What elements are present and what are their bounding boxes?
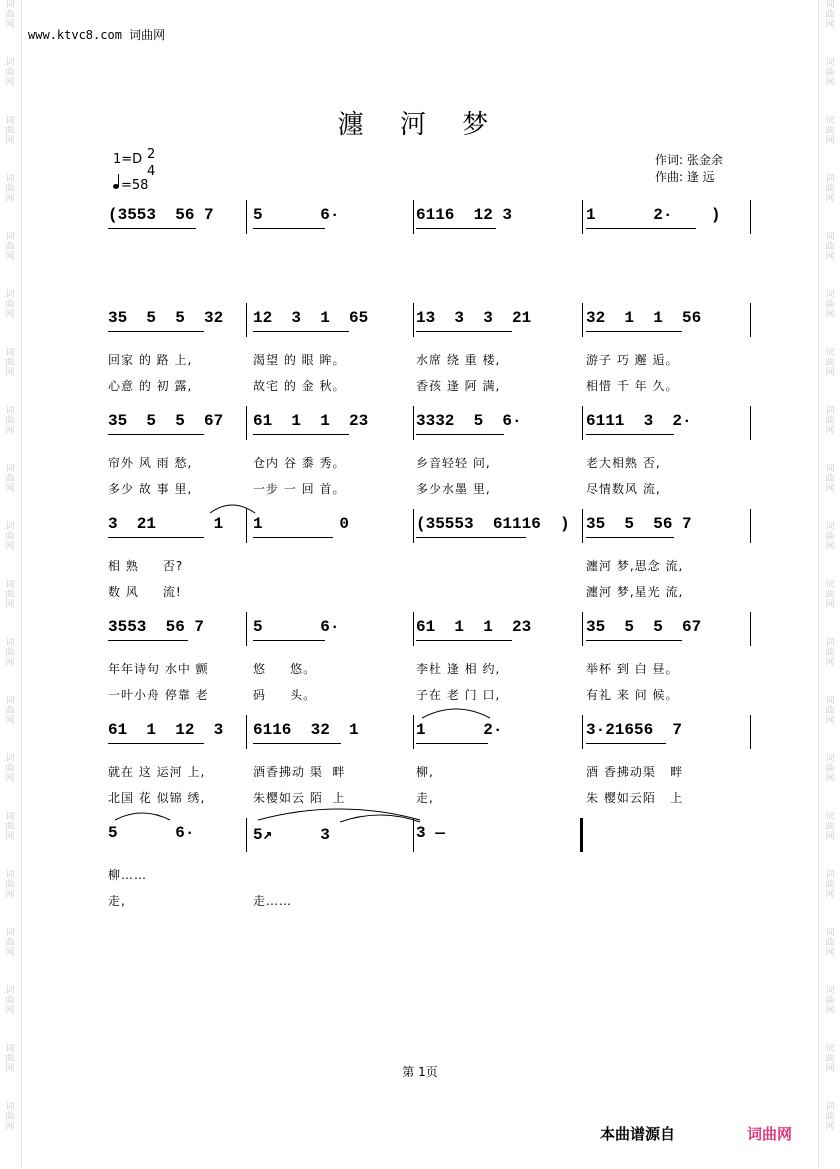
measure: 35 5 5 67 [586,618,702,636]
lyric-text: 走…… [253,894,293,908]
header-url: www.ktvc8.com 词曲网 [28,28,166,42]
lyric-text: 码 头。 [253,688,317,702]
measure: 5 6· [108,824,195,842]
watermark-mark: 词 曲 网 [825,464,835,494]
measure: (3553 56 7 [108,206,214,224]
watermark-mark: 词 曲 网 [5,870,15,900]
watermark-mark: 词 曲 网 [5,1044,15,1074]
lyric-text: 举杯 到 白 昼。 [586,662,679,676]
lyric-text: 酒 香拂动渠 畔 [586,765,684,779]
lyric-text: 数 风 流! [108,585,182,599]
source-site-link[interactable]: 词曲网 [747,1125,793,1143]
measure: 3·21656 7 [586,721,683,739]
measure: 3 — [416,824,445,842]
slur-arc [258,809,420,820]
lyric-text: 一叶小舟 停靠 老 [108,688,209,702]
watermark-mark: 词 曲 网 [825,116,835,146]
watermark-mark: 词 曲 网 [825,1102,835,1132]
measure: 61 1 1 23 [253,412,369,430]
measure: 1 0 [253,515,350,533]
lyric-text: 多少水墨 里, [416,482,491,496]
lyric-text: 走, [108,894,126,908]
lyric-text: 游子 巧 邂 逅。 [586,353,679,367]
source-label: 本曲谱源自 [600,1125,676,1143]
composer: 作曲: 逢 远 [655,170,715,184]
lyric-text: 相惜 千 年 久。 [586,379,679,393]
lyric-text: 老大相熟 否, [586,456,661,470]
measure: 35 5 56 7 [586,515,692,533]
watermark-mark: 词 曲 网 [5,696,15,726]
watermark-mark: 词 曲 网 [5,58,15,88]
watermark-mark: 词 曲 网 [825,754,835,784]
watermark-mark: 词 曲 网 [825,174,835,204]
measure: 35 5 5 67 [108,412,224,430]
watermark-mark: 词 曲 网 [5,986,15,1016]
watermark-mark: 词 曲 网 [5,290,15,320]
measure: (35553 61116 ) [416,515,570,533]
measure: 1 2· [416,721,503,739]
tempo-value: =58 [121,178,149,193]
measure: 3332 5 6· [416,412,522,430]
watermark-mark: 词 曲 网 [5,638,15,668]
watermark-mark: 词 曲 网 [825,348,835,378]
measure: 6111 3 2· [586,412,692,430]
measure: 5 6· [253,206,340,224]
lyric-text: 年年诗句 水中 颤 [108,662,209,676]
measure: 3 21 1 [108,515,224,533]
watermark-mark: 词 曲 网 [5,812,15,842]
measure: 3553 56 7 [108,618,205,636]
song-title: 瀍 河 梦 [337,110,503,140]
slur-arc [115,813,170,820]
watermark-mark: 词 曲 网 [5,116,15,146]
slur-arc [422,709,490,718]
page-number: 第 1页 [402,1065,438,1079]
time-denominator: 4 [147,164,156,179]
measure: 61 1 12 3 [108,721,224,739]
watermark-mark: 词 曲 网 [825,522,835,552]
lyric-text: 尽情数风 流, [586,482,661,496]
watermark-mark: 词 曲 网 [5,174,15,204]
watermark-mark: 词 曲 网 [5,464,15,494]
lyric-text: 瀍河 梦,星光 流, [586,585,684,599]
lyric-text: 帘外 风 雨 愁, [108,456,193,470]
watermark-mark: 词 曲 网 [5,754,15,784]
lyric-text: 瀍河 梦,思念 流, [586,559,684,573]
key-label: 1=D [113,152,143,167]
watermark-mark: 词 曲 网 [825,928,835,958]
watermark-mark: 词 曲 网 [825,290,835,320]
watermark-mark: 词 曲 网 [825,638,835,668]
time-numerator: 2 [147,147,156,162]
lyric-text: 朱樱如云 陌 上 [253,791,346,805]
measure: 5 6· [253,618,340,636]
lyric-text: 就在 这 运河 上, [108,765,206,779]
measure: 6116 12 3 [416,206,513,224]
lyric-text: 相 熟 否? [108,559,184,573]
watermark-mark: 词 曲 网 [825,406,835,436]
watermark-mark: 词 曲 网 [825,812,835,842]
slur-arc [340,815,420,822]
lyric-text: 子在 老 门 口, [416,688,501,702]
measure: 35 5 5 32 [108,309,224,327]
watermark-mark: 词 曲 网 [825,580,835,610]
watermark-mark: 词 曲 网 [5,348,15,378]
lyric-text: 一步 一 回 首。 [253,482,346,496]
lyric-text: 香孩 逢 阿 满, [416,379,501,393]
lyric-text: 走, [416,791,434,805]
watermark-mark: 词 曲 网 [5,928,15,958]
watermark-mark: 词 曲 网 [5,580,15,610]
lyric-text: 朱 樱如云陌 上 [586,791,684,805]
measure: 32 1 1 56 [586,309,702,327]
watermark-mark: 词 曲 网 [825,0,835,30]
lyric-text: 有礼 来 问 候。 [586,688,679,702]
measure: 6116 32 1 [253,721,359,739]
measure: 12 3 1 65 [253,309,369,327]
lyric-text: 回家 的 路 上, [108,353,193,367]
watermark-mark: 词 曲 网 [825,870,835,900]
lyric-text: 心意 的 初 露, [108,379,193,393]
lyric-text: 酒香拂动 渠 畔 [253,765,346,779]
watermark-mark: 词 曲 网 [5,0,15,30]
lyric-text: 水席 绕 重 楼, [416,353,501,367]
lyric-text: 柳, [416,765,434,779]
lyric-text: 悠 悠。 [253,662,317,676]
watermark-mark: 词 曲 网 [825,696,835,726]
lyricist: 作词: 张金余 [655,153,723,167]
lyric-text: 仓内 谷 黍 秀。 [253,456,346,470]
watermark-mark: 词 曲 网 [825,232,835,262]
watermark-mark: 词 曲 网 [825,58,835,88]
lyric-text: 渴望 的 眼 眸。 [253,353,346,367]
lyric-text: 北国 花 似锦 绣, [108,791,206,805]
watermark-mark: 词 曲 网 [5,1102,15,1132]
lyric-text: 乡音轻轻 问, [416,456,491,470]
lyric-text: 故宅 的 金 秋。 [253,379,346,393]
measure: 13 3 3 21 [416,309,532,327]
watermark-mark: 词 曲 网 [825,1044,835,1074]
slur-arc [210,505,255,513]
measure: 1 2· ) [586,206,721,224]
measure: 61 1 1 23 [416,618,532,636]
watermark-mark: 词 曲 网 [5,406,15,436]
watermark-mark: 词 曲 网 [5,232,15,262]
watermark-mark: 词 曲 网 [825,986,835,1016]
lyric-text: 李杜 逢 相 约, [416,662,501,676]
watermark-mark: 词 曲 网 [5,522,15,552]
lyric-text: 多少 故 事 里, [108,482,193,496]
lyric-text: 柳…… [108,868,148,882]
measure: 5↗ 3 [253,826,330,844]
